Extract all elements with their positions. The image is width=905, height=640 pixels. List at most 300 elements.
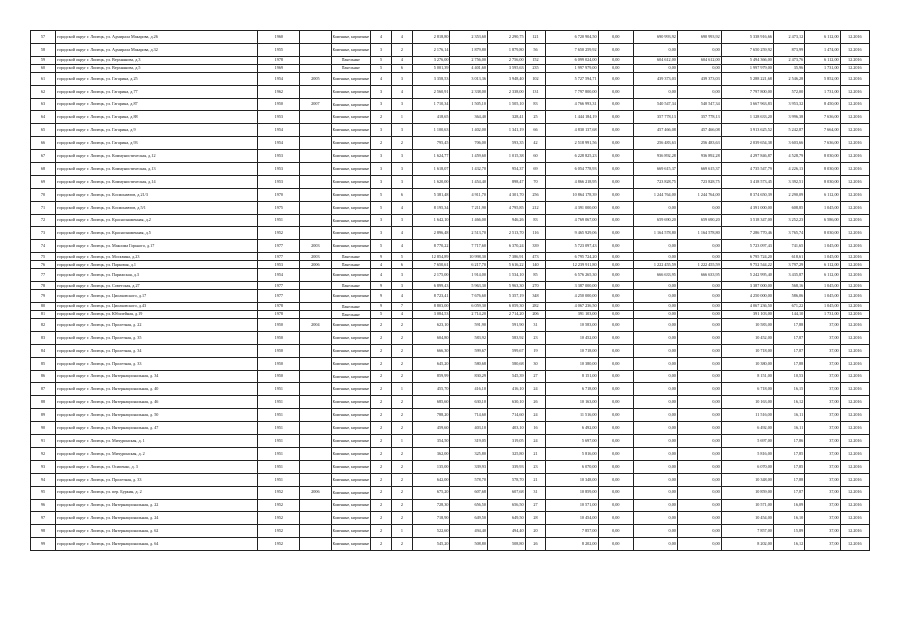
year-reconstructed: 2003 — [300, 253, 331, 261]
regional-funds: 936 892,28 — [634, 150, 678, 163]
private-area: 545,39 — [487, 370, 525, 383]
completion-date: 12.2016 — [840, 227, 869, 240]
entrances: 5 — [392, 253, 413, 261]
residents: 83 — [525, 98, 546, 111]
year-built: 1953 — [258, 150, 300, 163]
total-cost: 10 583,00 — [546, 319, 598, 332]
municipal-funds: 0,00 — [677, 253, 721, 261]
residents: 27 — [525, 499, 546, 512]
total-cost: 391 103,00 — [546, 311, 598, 319]
limit-cost-per-sqm: 7 636,00 — [805, 111, 840, 124]
wall-material: Каменные, кирпичные — [331, 319, 371, 332]
private-area: 3 948,40 — [487, 72, 525, 85]
entrances: 3 — [392, 98, 413, 111]
year-built: 1952 — [258, 512, 300, 525]
wall-material: Каменные, кирпичные — [331, 240, 371, 253]
municipal-funds: 0,00 — [677, 85, 721, 98]
year-built: 1951 — [258, 409, 300, 422]
residential-area: 2 513,70 — [450, 227, 488, 240]
row-number: 70 — [31, 188, 56, 201]
regional-funds: 604 612,00 — [634, 56, 678, 64]
row-number: 75 — [31, 253, 56, 261]
wall-material: Каменные, кирпичные — [331, 188, 371, 201]
federal-funds: 0,00 — [598, 124, 633, 137]
completion-date: 12.2016 — [840, 331, 869, 344]
table-row — [31, 311, 870, 319]
address-cell: городской округ г. Липецк, ул. Коммунистическая, д.12 — [56, 150, 258, 163]
row-number: 73 — [31, 227, 56, 240]
total-area: 788,20 — [412, 409, 450, 422]
row-number: 62 — [31, 85, 56, 98]
address-cell: городской округ г. Липецк, ул. Пролетная, д. 33 — [56, 357, 258, 370]
row-number: 68 — [31, 163, 56, 176]
wall-material: Каменные, кирпичные — [331, 499, 371, 512]
table-row — [31, 31, 870, 44]
row-number: 87 — [31, 383, 56, 396]
residential-area: 3 013,36 — [450, 72, 488, 85]
floors: 3 — [371, 85, 392, 98]
total-cost: 10 718,00 — [546, 344, 598, 357]
limit-cost-per-sqm: 37,00 — [805, 538, 840, 551]
address-cell: городской округ г. Липецк, ул. Краснознаменная, д.5 — [56, 227, 258, 240]
total-area: 859,99 — [412, 370, 450, 383]
cost-per-sqm: 3 252,23 — [773, 214, 804, 227]
year-reconstructed: 2005 — [300, 72, 331, 85]
municipal-funds: 0,00 — [677, 331, 721, 344]
residents: 23 — [525, 460, 546, 473]
year-built: 1977 — [258, 240, 300, 253]
floors: 3 — [371, 227, 392, 240]
wall-material: Каменные, кирпичные — [331, 137, 371, 150]
floors: 5 — [371, 311, 392, 319]
year-built: 1951 — [258, 435, 300, 448]
cost-per-sqm: 608,85 — [773, 201, 804, 214]
municipal-funds: 357 778,13 — [677, 111, 721, 124]
address-cell: городской округ г. Липецк, ул. Мичуринская, д. 1 — [56, 435, 258, 448]
cost-per-sqm: 4 528,79 — [773, 150, 804, 163]
completion-date: 12.2016 — [840, 383, 869, 396]
wall-material: Каменные, кирпичные — [331, 357, 371, 370]
regional-funds: 690 993,92 — [634, 31, 678, 44]
wall-material: Каменные, кирпичные — [331, 460, 371, 473]
table-row — [31, 282, 870, 290]
limit-cost-per-sqm: 37,00 — [805, 357, 840, 370]
residents: 19 — [525, 344, 546, 357]
wall-material: Каменные, кирпичные — [331, 31, 371, 44]
limit-cost-per-sqm: 37,00 — [805, 370, 840, 383]
row-number: 78 — [31, 282, 56, 290]
regional-funds: 1 222 455,59 — [634, 261, 678, 269]
total-cost: 10 163,00 — [546, 396, 598, 409]
table-row — [31, 435, 870, 448]
completion-date: 12.2016 — [840, 150, 869, 163]
row-number: 69 — [31, 175, 56, 188]
limit-cost-per-sqm: 37,00 — [805, 473, 840, 486]
residents: 348 — [525, 290, 546, 303]
municipal-funds: 1 222 455,59 — [677, 261, 721, 269]
completion-date: 12.2016 — [840, 499, 869, 512]
entrances: 3 — [392, 124, 413, 137]
wall-material: Каменные, кирпичные — [331, 525, 371, 538]
municipal-funds: 0,00 — [677, 383, 721, 396]
total-cost: 4 830 137,68 — [546, 124, 598, 137]
federal-funds: 0,00 — [598, 499, 633, 512]
regional-funds: 0,00 — [634, 486, 678, 499]
floors: 4 — [371, 31, 392, 44]
private-area: 593,35 — [487, 137, 525, 150]
private-area: 328,41 — [487, 111, 525, 124]
federal-funds: 0,00 — [598, 409, 633, 422]
wall-material: Каменные, кирпичные — [331, 163, 371, 176]
wall-material: Каменные, кирпичные — [331, 370, 371, 383]
total-cost: 5 816,00 — [546, 447, 598, 460]
row-number: 61 — [31, 72, 56, 85]
floors: 9 — [371, 290, 392, 303]
owner-funds: 8 202,00 — [721, 538, 773, 551]
cost-per-sqm: 10,53 — [773, 370, 804, 383]
year-reconstructed — [300, 409, 331, 422]
address-cell: городской округ г. Липецк, ул. Интернациональная, д. 24 — [56, 512, 258, 525]
municipal-funds: 0,00 — [677, 435, 721, 448]
entrances: 4 — [392, 85, 413, 98]
total-area: 354,50 — [412, 435, 450, 448]
residents: 26 — [525, 538, 546, 551]
address-cell: городской округ г. Липецк, ул. Москвина, д.23 — [56, 253, 258, 261]
year-built: 1977 — [258, 282, 300, 290]
entrances: 2 — [392, 460, 413, 473]
federal-funds: 0,00 — [598, 525, 633, 538]
owner-funds: 4 297 846,87 — [721, 150, 773, 163]
completion-date: 12.2016 — [840, 344, 869, 357]
cost-per-sqm: 17,88 — [773, 473, 804, 486]
private-area: 946,26 — [487, 214, 525, 227]
address-cell: городской округ г. Липецк, ул. Парковая, д.1 — [56, 261, 258, 269]
year-built: 1951 — [258, 396, 300, 409]
year-reconstructed — [300, 163, 331, 176]
entrances: 2 — [392, 499, 413, 512]
total-area: 3 276,00 — [412, 56, 450, 64]
year-built: 1951 — [258, 214, 300, 227]
total-area: 666,30 — [412, 344, 450, 357]
completion-date: 12.2016 — [840, 447, 869, 460]
total-area: 2 818,80 — [412, 31, 450, 44]
total-area: 645,20 — [412, 357, 450, 370]
total-cost: 7 857,00 — [546, 525, 598, 538]
row-number: 80 — [31, 303, 56, 311]
owner-funds: 391 103,00 — [721, 311, 773, 319]
private-area: 607,68 — [487, 486, 525, 499]
municipal-funds: 0,00 — [677, 499, 721, 512]
cost-per-sqm: 16,10 — [773, 512, 804, 525]
cost-per-sqm: 4 226,13 — [773, 163, 804, 176]
total-area: 685,60 — [412, 396, 450, 409]
cost-per-sqm: 671,22 — [773, 303, 804, 311]
address-cell: городской округ г. Липецк, ул. Гагарина, д.77 — [56, 85, 258, 98]
wall-material: Каменные, кирпичные — [331, 435, 371, 448]
cost-per-sqm: 16,09 — [773, 499, 804, 512]
cost-per-sqm: 3 953,32 — [773, 98, 804, 111]
federal-funds: 0,00 — [598, 111, 633, 124]
owner-funds: 1 997 979,00 — [721, 64, 773, 72]
owner-funds: 8 151,00 — [721, 370, 773, 383]
residential-area: 2 756,00 — [450, 56, 488, 64]
residents: 26 — [525, 396, 546, 409]
address-cell: городской округ г. Липецк, ул. Пролетная, д. 22 — [56, 319, 258, 332]
year-built: 1953 — [258, 175, 300, 188]
owner-funds: 8 374 650,39 — [721, 188, 773, 201]
owner-funds: 10 718,00 — [721, 344, 773, 357]
municipal-funds: 540 547,34 — [677, 98, 721, 111]
row-number: 97 — [31, 512, 56, 525]
residential-area: 583,92 — [450, 331, 488, 344]
limit-cost-per-sqm: 37,00 — [805, 486, 840, 499]
municipal-funds: 0,00 — [677, 409, 721, 422]
municipal-funds: 1 164 578,80 — [677, 227, 721, 240]
row-number: 95 — [31, 486, 56, 499]
entrances: 4 — [392, 227, 413, 240]
floors: 2 — [371, 460, 392, 473]
row-number: 65 — [31, 124, 56, 137]
row-number: 63 — [31, 98, 56, 111]
residential-area: 494,40 — [450, 525, 488, 538]
municipal-funds: 0,00 — [677, 447, 721, 460]
residential-area: 403,10 — [450, 422, 488, 435]
owner-funds: 9 752 544,22 — [721, 261, 773, 269]
total-cost: 10 348,00 — [546, 473, 598, 486]
row-number: 79 — [31, 290, 56, 303]
regional-funds: 0,00 — [634, 538, 678, 551]
entrances: 3 — [392, 72, 413, 85]
year-built: 1954 — [258, 72, 300, 85]
total-cost: 11 516,00 — [546, 409, 598, 422]
private-area: 954,37 — [487, 163, 525, 176]
completion-date: 12.2016 — [840, 240, 869, 253]
regional-funds: 0,00 — [634, 240, 678, 253]
wall-material: Каменные, кирпичные — [331, 175, 371, 188]
limit-cost-per-sqm: 7 664,00 — [805, 124, 840, 137]
total-cost: 4 067 236,50 — [546, 303, 598, 311]
residents: 102 — [525, 72, 546, 85]
table-row — [31, 64, 870, 72]
residents: 21 — [525, 447, 546, 460]
wall-material: Каменные, кирпичные — [331, 473, 371, 486]
federal-funds: 0,00 — [598, 261, 633, 269]
cost-per-sqm: 2 546,28 — [773, 72, 804, 85]
table-row — [31, 460, 870, 473]
federal-funds: 0,00 — [598, 303, 633, 311]
owner-funds: 4 391 000,00 — [721, 201, 773, 214]
limit-cost-per-sqm: 6 112,00 — [805, 56, 840, 64]
total-cost: 6 070,00 — [546, 460, 598, 473]
completion-date: 12.2016 — [840, 525, 869, 538]
cost-per-sqm: 16,11 — [773, 422, 804, 435]
completion-date: 12.2016 — [840, 290, 869, 303]
private-area: 508,80 — [487, 538, 525, 551]
limit-cost-per-sqm: 37,00 — [805, 319, 840, 332]
private-area: 578,70 — [487, 473, 525, 486]
federal-funds: 0,00 — [598, 31, 633, 44]
entrances: 3 — [392, 175, 413, 188]
regional-funds: 0,00 — [634, 85, 678, 98]
year-reconstructed — [300, 282, 331, 290]
private-area: 6 370,24 — [487, 240, 525, 253]
owner-funds: 6 718,00 — [721, 383, 773, 396]
year-reconstructed — [300, 111, 331, 124]
address-cell: городской округ г. Липецк, ул. Циолковского, д.43 — [56, 303, 258, 311]
year-reconstructed — [300, 31, 331, 44]
table-row — [31, 290, 870, 303]
limit-cost-per-sqm: 1 731,00 — [805, 85, 840, 98]
address-cell: городской округ г. Липецк, ул. пер. Буркин, д. 2 — [56, 486, 258, 499]
owner-funds: 10 452,00 — [721, 331, 773, 344]
total-area: 1 620,00 — [412, 175, 450, 188]
total-cost: 3 387 000,00 — [546, 282, 598, 290]
residential-area: 4 401,60 — [450, 64, 488, 72]
limit-cost-per-sqm: 8 030,00 — [805, 163, 840, 176]
residents: 24 — [525, 383, 546, 396]
total-area: 459,60 — [412, 422, 450, 435]
table-row — [31, 150, 870, 163]
completion-date: 12.2016 — [840, 85, 869, 98]
year-reconstructed — [300, 227, 331, 240]
regional-funds: 0,00 — [634, 525, 678, 538]
completion-date: 12.2016 — [840, 460, 869, 473]
table-row — [31, 409, 870, 422]
residents: 28 — [525, 512, 546, 525]
municipal-funds: 1 244 764,00 — [677, 188, 721, 201]
regional-funds: 0,00 — [634, 447, 678, 460]
owner-funds: 7 857,00 — [721, 525, 773, 538]
regional-funds: 666 633,95 — [634, 269, 678, 282]
total-cost: 6 099 024,00 — [546, 56, 598, 64]
residential-area: 591,90 — [450, 319, 488, 332]
completion-date: 12.2016 — [840, 201, 869, 214]
federal-funds: 0,00 — [598, 396, 633, 409]
residents: 152 — [525, 56, 546, 64]
floors: 2 — [371, 473, 392, 486]
private-area: 4 795,85 — [487, 201, 525, 214]
owner-funds: 5 816,00 — [721, 447, 773, 460]
residential-area: 1 454,40 — [450, 175, 488, 188]
total-area: 6 899,43 — [412, 282, 450, 290]
wall-material: Каменные, кирпичные — [331, 396, 371, 409]
wall-material: Каменные, кирпичные — [331, 201, 371, 214]
row-number: 74 — [31, 240, 56, 253]
wall-material: Каменные, кирпичные — [331, 72, 371, 85]
residential-area: 1 466,00 — [450, 214, 488, 227]
completion-date: 12.2016 — [840, 261, 869, 269]
floors: 2 — [371, 538, 392, 551]
row-number: 83 — [31, 331, 56, 344]
federal-funds: 0,00 — [598, 163, 633, 176]
wall-material: Каменные, кирпичные — [331, 111, 371, 124]
completion-date: 12.2016 — [840, 303, 869, 311]
municipal-funds: 0,00 — [677, 282, 721, 290]
total-area: 7 650,61 — [412, 261, 450, 269]
entrances: 2 — [392, 422, 413, 435]
address-cell: городской округ г. Липецк, ул. Гагарина, д.25 — [56, 72, 258, 85]
completion-date: 12.2016 — [840, 486, 869, 499]
private-area: 1 341,19 — [487, 124, 525, 137]
completion-date: 12.2016 — [840, 175, 869, 188]
private-area: 1 505,10 — [487, 98, 525, 111]
owner-funds: 5 242 995,40 — [721, 269, 773, 282]
total-area: 2 176,14 — [412, 43, 450, 56]
wall-material: Каменные, кирпичные — [331, 98, 371, 111]
limit-cost-per-sqm: 6 586,00 — [805, 214, 840, 227]
completion-date: 12.2016 — [840, 282, 869, 290]
floors: 2 — [371, 409, 392, 422]
wall-material: Каменные, кирпичные — [331, 538, 371, 551]
municipal-funds: 0,00 — [677, 486, 721, 499]
federal-funds: 0,00 — [598, 72, 633, 85]
entrances: 2 — [392, 331, 413, 344]
federal-funds: 0,00 — [598, 269, 633, 282]
limit-cost-per-sqm: 37,00 — [805, 435, 840, 448]
private-area: 3 595,63 — [487, 64, 525, 72]
completion-date: 12.2016 — [840, 111, 869, 124]
federal-funds: 0,00 — [598, 188, 633, 201]
year-built: 1978 — [258, 303, 300, 311]
residential-area: 630,10 — [450, 396, 488, 409]
residential-area: 364,40 — [450, 111, 488, 124]
private-area: 5 616,22 — [487, 261, 525, 269]
municipal-funds: 0,00 — [677, 525, 721, 538]
cost-per-sqm: 16,12 — [773, 538, 804, 551]
total-area: 2 560,91 — [412, 85, 450, 98]
owner-funds: 10 380,00 — [721, 357, 773, 370]
address-cell: городской округ г. Липецк, ул. Краснознаменная, д.2 — [56, 214, 258, 227]
row-number: 82 — [31, 319, 56, 332]
cost-per-sqm: 17,85 — [773, 460, 804, 473]
wall-material: Каменные, кирпичные — [331, 269, 371, 282]
federal-funds: 0,00 — [598, 422, 633, 435]
residents: 31 — [525, 319, 546, 332]
municipal-funds: 0,00 — [677, 538, 721, 551]
regional-funds: 457 466,08 — [634, 124, 678, 137]
floors: 3 — [371, 98, 392, 111]
residential-area: 6 217,70 — [450, 261, 488, 269]
floors: 3 — [371, 175, 392, 188]
residents: 131 — [525, 85, 546, 98]
address-cell: городской округ г. Липецк, ул. Циолковского, д.17 — [56, 290, 258, 303]
owner-funds: 7 286 770,46 — [721, 227, 773, 240]
year-reconstructed — [300, 357, 331, 370]
completion-date: 12.2016 — [840, 538, 869, 551]
federal-funds: 0,00 — [598, 319, 633, 332]
residents: 56 — [525, 43, 546, 56]
year-built: 1970 — [258, 188, 300, 201]
floors: 4 — [371, 72, 392, 85]
residents: 85 — [525, 269, 546, 282]
address-cell: городской округ г. Липецк, ул. Мичуринская, д. 2 — [56, 447, 258, 460]
table-row — [31, 137, 870, 150]
owner-funds: 10 348,00 — [721, 473, 773, 486]
owner-funds: 10 583,00 — [721, 319, 773, 332]
floors: 2 — [371, 357, 392, 370]
cost-per-sqm: 873,99 — [773, 43, 804, 56]
total-cost: 7 797 800,00 — [546, 85, 598, 98]
cost-per-sqm: 5 242,87 — [773, 124, 804, 137]
private-area: 6 059,30 — [487, 303, 525, 311]
wall-material: Каменные, кирпичные — [331, 486, 371, 499]
year-built: 1951 — [258, 460, 300, 473]
wall-material: Каменные, кирпичные — [331, 409, 371, 422]
owner-funds: 3 518 347,00 — [721, 214, 773, 227]
regional-funds: 0,00 — [634, 64, 678, 72]
residents: 20 — [525, 525, 546, 538]
entrances: 6 — [392, 64, 413, 72]
